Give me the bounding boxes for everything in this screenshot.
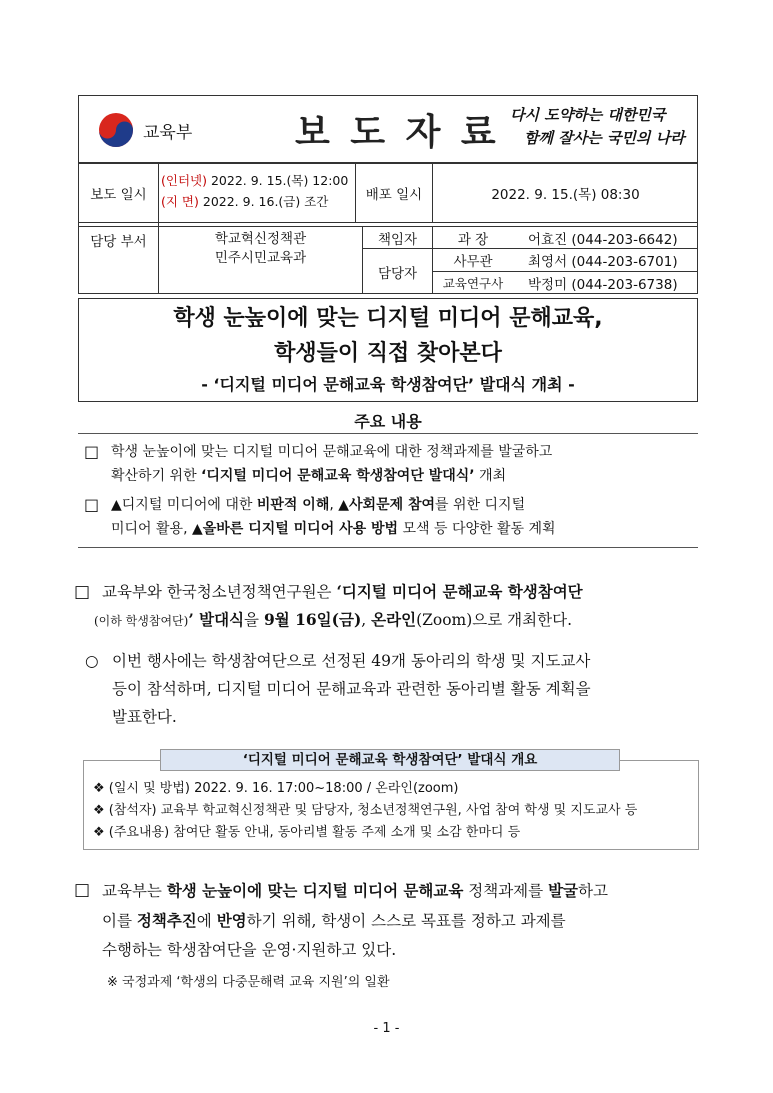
para3-line2: 이를 정책추진에 반영하기 위해, 학생이 스스로 목표를 정하고 과제를 <box>102 911 566 930</box>
department-line1: 학교혁신정책관 <box>214 231 307 247</box>
internet-date: 2022. 9. 15.(목) 12:00 <box>210 173 349 188</box>
contact-name: 박정미 (044-203-6738) <box>528 277 678 293</box>
footnote: ※ 국정과제 ‘학생의 다중문해력 교육 지원’의 일환 <box>107 975 390 990</box>
distribution-date: 2022. 9. 15.(목) 08:30 <box>491 187 640 203</box>
contact-position: 과 장 <box>457 231 489 248</box>
overview-item: ❖ (참석자) 교육부 학교혁신정책관 및 담당자, 청소년정책연구원, 사업 참여 학생 및 지도교사 등 <box>93 803 638 818</box>
page-number: - 1 - <box>373 1021 400 1036</box>
release-label: 보도 일시 <box>90 187 147 203</box>
body-paragraph <box>74 578 714 635</box>
headline-subtitle: - ‘디지털 미디어 문해교육 학생참여단’ 발대식 개최 - <box>201 375 575 394</box>
headline-line1: 학생 눈높이에 맞는 디지털 미디어 문해교육, <box>173 306 603 331</box>
bullet-marker: □ <box>84 442 100 461</box>
paragraph-marker: □ <box>74 582 91 602</box>
overview-item: ❖ (일시 및 방법) 2022. 9. 16. 17:00~18:00 / 온라인(zoom) <box>93 781 459 796</box>
para3-line3: 수행하는 학생참여단을 운영·지원하고 있다. <box>102 941 397 959</box>
body-paragraph <box>85 647 705 731</box>
internet-tag: (인터넷) <box>161 173 207 188</box>
taegeuk-logo-icon <box>96 110 136 150</box>
overview-item: ❖ (주요내용) 참여단 활동 안내, 동아리별 활동 주제 소개 및 소감 한마디 등 <box>93 825 521 840</box>
overview-title: ‘디지털 미디어 문해교육 학생참여단’ 발대식 개요 <box>160 749 620 771</box>
summary-title: 주요 내용 <box>354 412 422 431</box>
contact-label: 담당자 <box>377 265 418 282</box>
para2-line2: 등이 참석하며, 디지털 미디어 문해교육과 관련한 동아리별 활동 계획을 <box>112 680 591 698</box>
department-names <box>159 230 362 268</box>
paragraph-marker: □ <box>74 880 91 900</box>
slogan-line2: 함께 잘사는 국민의 나라 <box>524 129 685 147</box>
contact-name: 어효진 (044-203-6642) <box>528 231 678 248</box>
press-release-title: 보 도 자 료 <box>295 112 500 153</box>
para1-line1: 교육부와 한국청소년정책연구원은 ‘디지털 미디어 문해교육 학생참여단 <box>102 582 583 601</box>
para3-line1: 교육부는 학생 눈높이에 맞는 디지털 미디어 문해교육 정책과제를 발굴하고 <box>102 881 608 900</box>
ministry-name: 교육부 <box>143 123 193 143</box>
para2-line1: 이번 행사에는 학생참여단으로 선정된 49개 동아리의 학생 및 지도교사 <box>112 652 591 670</box>
summary-bottom-divider <box>78 547 698 548</box>
paper-tag: (지 면) <box>161 194 199 209</box>
contact-position: 교육연구사 <box>442 276 504 291</box>
contact-name: 최영서 (044-203-6701) <box>528 254 678 270</box>
summary-bullet <box>84 440 704 488</box>
summary-divider <box>78 433 698 434</box>
release-dates <box>161 170 348 212</box>
paragraph-marker: ○ <box>85 652 99 670</box>
para1-line2: (이하 학생참여단)’ 발대식을 9월 16일(금), 온라인(Zoom)으로 개최한다. <box>94 610 572 629</box>
department-label: 담당 부서 <box>90 233 147 250</box>
summary-bullet2-line2: 미디어 활용, ▲올바른 디지털 미디어 사용 방법 모색 등 다양한 활동 계획 <box>111 521 556 537</box>
body-paragraph <box>74 876 714 965</box>
overview-list <box>93 778 699 844</box>
contact-position: 사무관 <box>453 254 493 270</box>
summary-bullet2-line1: ▲디지털 미디어에 대한 비판적 이해, ▲사회문제 참여를 위한 디지털 <box>111 497 526 513</box>
slogan-line1: 다시 도약하는 대한민국 <box>510 106 666 124</box>
slogan <box>510 104 692 148</box>
bullet-marker: □ <box>84 495 100 514</box>
summary-bullet1-line1: 학생 눈높이에 맞는 디지털 미디어 문해교육에 대한 정책과제를 발굴하고 <box>111 444 553 460</box>
paper-date: 2022. 9. 16.(금) 조간 <box>202 194 329 209</box>
summary-bullet1-line2: 확산하기 위한 ‘디지털 미디어 문해교육 학생참여단 발대식’ 개최 <box>111 468 507 484</box>
headline-line2: 학생들이 직접 찾아본다 <box>274 341 502 366</box>
distribution-label: 배포 일시 <box>365 187 423 203</box>
summary-bullet <box>84 493 704 541</box>
para2-line3: 발표한다. <box>112 708 177 726</box>
responsible-label: 책임자 <box>377 231 418 248</box>
department-line2: 민주시민교육과 <box>214 250 307 266</box>
